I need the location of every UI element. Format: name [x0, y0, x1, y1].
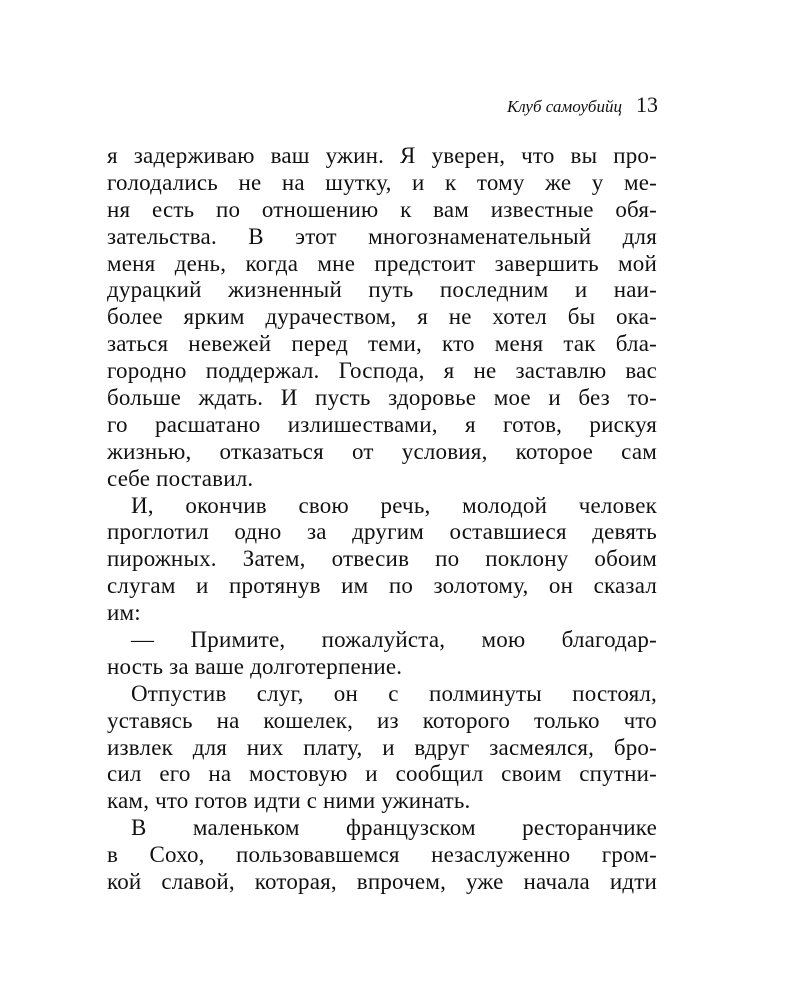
text-line: зательства. В этот многознаменательный для — [107, 223, 657, 249]
text-line: им: — [107, 600, 141, 626]
text-line: извлек для них плату, и вдруг засмеялся, бро- — [107, 734, 657, 760]
text-line: я задерживаю ваш ужин. Я уверен, что вы про- — [107, 143, 657, 168]
text-line: заться невежей перед теми, кто меня так бла- — [107, 331, 657, 357]
text-line: более ярким дурачеством, я не хотел бы ока- — [107, 304, 657, 330]
text-line: себе поставил. — [107, 465, 254, 491]
text-line: кам, что готов идти с ними ужинать. — [107, 788, 471, 814]
text-line: И, окончив свою речь, молодой человек — [131, 492, 657, 518]
text-line: В маленьком французском ресторанчике — [131, 815, 657, 841]
text-line: Отпустив слуг, он с полминуты постоял, — [131, 680, 657, 706]
text-line: городно поддержал. Господа, я не заставлю вас — [107, 358, 657, 384]
text-line: больше ждать. И пусть здоровье мое и без то- — [107, 385, 657, 411]
body-text — [107, 143, 657, 896]
text-line: слугам и протянув им по золотому, он сказал — [107, 573, 657, 599]
text-line: пирожных. Затем, отвесив по поклону обоим — [107, 546, 657, 572]
text-line: ность за ваше долготерпение. — [107, 653, 403, 679]
text-line: ня есть по отношению к вам известные обя- — [107, 196, 657, 222]
text-line: жизнью, отказаться от условия, которое сам — [107, 438, 657, 464]
text-line: меня день, когда мне предстоит завершить мой — [107, 250, 657, 276]
text-line: — Примите, пожалуйста, мою благодар- — [131, 627, 657, 653]
text-line: проглотил одно за другим оставшиеся девять — [107, 519, 657, 545]
text-line: в Сохо, пользовавшемся незаслуженно гром- — [107, 842, 657, 868]
page-number: 13 — [636, 92, 658, 117]
text-line: уставясь на кошелек, из которого только что — [107, 707, 657, 733]
text-line: дурацкий жизненный путь последним и наи- — [107, 277, 657, 303]
text-line: кой славой, которая, впрочем, уже начала идти — [107, 869, 657, 895]
text-line: го расшатано излишествами, я готов, рискуя — [107, 411, 657, 437]
running-head — [507, 92, 658, 118]
text-line: сил его на мостовую и сообщил своим спутни- — [107, 761, 657, 787]
text-line: голодались не на шутку, и к тому же у ме- — [107, 169, 657, 195]
running-title: Клуб самоубийц — [506, 97, 622, 116]
